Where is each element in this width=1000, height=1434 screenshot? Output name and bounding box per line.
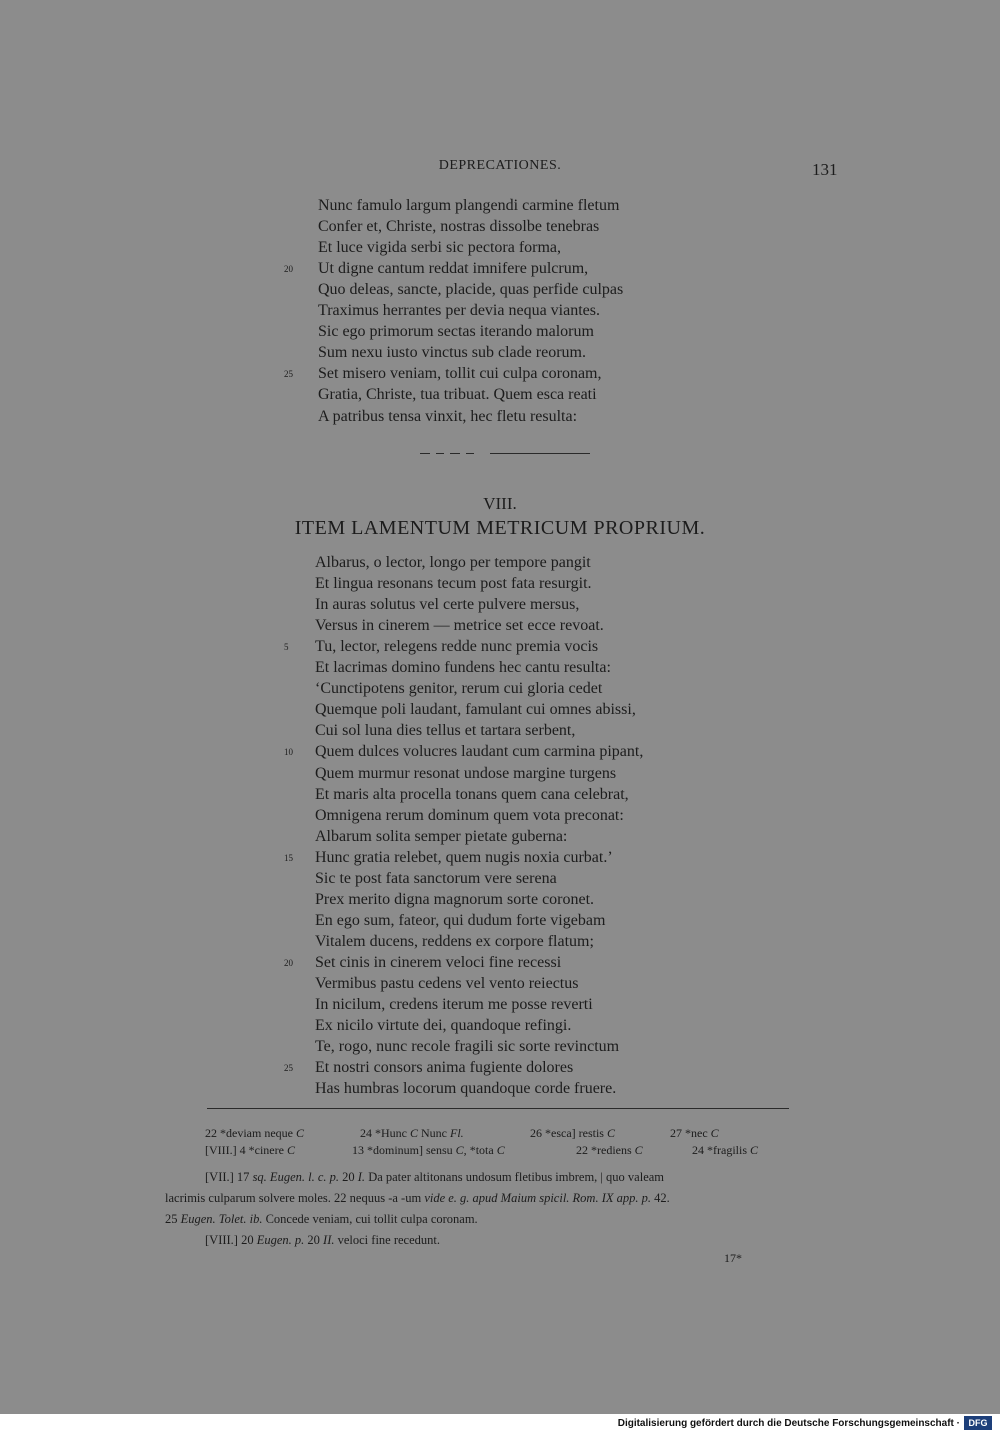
verse-line <box>0 342 1000 363</box>
verse-line <box>0 615 1000 636</box>
apparatus-entry: 27 *nec C <box>670 1126 719 1140</box>
verse-line <box>0 805 1000 826</box>
verse-text: Versus in cinerem — metrice set ecce revoat. <box>315 617 604 635</box>
line-number: 15 <box>284 852 293 863</box>
verse-text: Quem murmur resonat undose margine turgens <box>315 764 617 782</box>
verse-text: Quem dulces volucres laudant cum carmina pipant, <box>315 743 644 761</box>
verse-text: Sic te post fata sanctorum vere serena <box>315 869 557 887</box>
verse-text: ‘Cunctipotens genitor, rerum cui gloria cedet <box>315 680 603 698</box>
running-title: DEPRECATIONES. <box>438 158 562 173</box>
apparatus-entry: 26 *esca] restis C <box>530 1126 615 1140</box>
verse-line <box>0 1015 1000 1036</box>
verse-text: Prex merito digna magnorum sorte coronet. <box>315 890 595 908</box>
verse-line <box>0 678 1000 699</box>
verse-text: Omnigena rerum dominum quem vota preconat: <box>315 806 624 824</box>
line-number: 20 <box>284 264 293 275</box>
verse-text: Et lacrimas domino fundens hec cantu resulta: <box>315 659 611 677</box>
apparatus-entry: 24 *fragilis C <box>692 1143 759 1157</box>
verse-line <box>0 195 1000 216</box>
section-title: ITEM LAMENTUM METRICUM PROPRIUM. <box>294 517 706 539</box>
apparatus-entry: 24 *Hunc C Nunc Fl. <box>360 1126 464 1140</box>
section-number: VIII. <box>483 494 517 513</box>
page-number: 131 <box>812 160 838 179</box>
verse-text: Quo deleas, sancte, placide, quas perfide culpas <box>318 281 624 299</box>
verse-text: Et nostri consors anima fugiente dolores <box>315 1059 574 1077</box>
line-number: 10 <box>284 747 293 758</box>
verse-text: Vermibus pastu cedens vel vento reiectus <box>315 975 579 992</box>
source-note-line: 25 Eugen. Tolet. ib. Concede veniam, cui tollit culpa coronam. <box>165 1212 478 1226</box>
verse-line <box>0 741 1000 762</box>
verse-line <box>0 994 1000 1015</box>
verse-text: Nunc famulo largum plangendi carmine fletum <box>318 197 620 214</box>
verse-line <box>0 868 1000 889</box>
verse-text: Has humbras locorum quandoque corde fruere. <box>315 1080 617 1098</box>
funding-notice: Digitalisierung gefördert durch die Deutsche Forschungsgemeinschaft · <box>617 1418 960 1429</box>
verse-line <box>0 973 1000 994</box>
verse-line <box>0 931 1000 952</box>
verse-text: Ex nicilo virtute dei, quandoque refingi. <box>315 1017 572 1035</box>
verse-line <box>0 552 1000 573</box>
verse-line <box>0 763 1000 784</box>
apparatus-divider <box>207 1108 789 1109</box>
verse-line <box>0 279 1000 300</box>
verse-text: En ego sum, fateor, qui dudum forte vigebam <box>315 911 606 929</box>
verse-line <box>0 384 1000 405</box>
section-divider-ornament <box>420 453 590 454</box>
verse-line <box>0 1078 1000 1099</box>
verse-line <box>0 657 1000 678</box>
verse-text: Et maris alta procella tonans quem cana celebrat, <box>315 785 629 803</box>
verse-text: Tu, lector, relegens redde nunc premia vocis <box>315 638 599 656</box>
verse-line <box>0 720 1000 741</box>
line-number: 20 <box>284 957 293 968</box>
verse-line <box>0 258 1000 279</box>
verse-line <box>0 216 1000 237</box>
verse-text: Et lingua resonans tecum post fata resurgit. <box>315 575 592 593</box>
verse-text: Confer et, Christe, nostras dissolbe tenebras <box>318 218 600 236</box>
verse-line <box>0 826 1000 847</box>
verse-text: Traximus herrantes per devia nequa viantes. <box>318 302 600 320</box>
verse-line <box>0 1057 1000 1078</box>
verse-text: Set cinis in cinerem veloci fine recessi <box>315 953 562 971</box>
verse-line <box>0 784 1000 805</box>
verse-line <box>0 594 1000 615</box>
dfg-logo: DFG <box>964 1416 992 1430</box>
verse-line <box>0 636 1000 657</box>
line-number: 5 <box>284 642 289 653</box>
verse-text: In auras solutus vel certe pulvere mersus, <box>315 596 580 614</box>
apparatus-entry: [VIII.] 4 *cinere C <box>205 1143 295 1157</box>
verse-line <box>0 573 1000 594</box>
verse-text: Albarus, o lector, longo per tempore pangit <box>315 554 591 571</box>
verse-text: Quemque poli laudant, famulant cui omnes abissi, <box>315 701 636 719</box>
apparatus-entry: 22 *deviam neque C <box>205 1126 304 1140</box>
verse-text: Sum nexu iusto vinctus sub clade reorum. <box>318 344 586 362</box>
verse-line <box>0 237 1000 258</box>
verse-text: Sic ego primorum sectas iterando malorum <box>318 323 594 341</box>
verse-line <box>0 406 1000 427</box>
verse-text: In nicilum, credens iterum me posse reverti <box>315 996 593 1014</box>
verse-text: Hunc gratia relebet, quem nugis noxia curbat.’ <box>315 848 613 866</box>
verse-text: Albarum solita semper pietate guberna: <box>315 827 568 845</box>
verse-text: A patribus tensa vinxit, hec fletu resulta: <box>318 407 578 425</box>
verse-line <box>0 1036 1000 1057</box>
source-note-line: [VII.] 17 sq. Eugen. l. c. p. 20 I. Da pater altitonans undosum fletibus imbrem, | quo valeam <box>205 1170 665 1184</box>
line-number: 25 <box>284 369 293 380</box>
verse-line <box>0 910 1000 931</box>
source-note-line: lacrimis culparum solvere moles. 22 nequus -a -um vide e. g. apud Maium spicil. Rom. IX app. p. 42. <box>165 1191 670 1205</box>
verse-line <box>0 363 1000 384</box>
verse-text: Ut digne cantum reddat imnifere pulcrum, <box>318 260 589 278</box>
source-note-line: [VIII.] 20 Eugen. p. 20 II. veloci fine recedunt. <box>205 1233 440 1247</box>
verse-line <box>0 699 1000 720</box>
signature-mark: 17* <box>724 1251 742 1265</box>
verse-line <box>0 321 1000 342</box>
verse-line <box>0 847 1000 868</box>
verse-line <box>0 952 1000 973</box>
verse-text: Vitalem ducens, reddens ex corpore flatum; <box>315 932 594 950</box>
verse-text: Cui sol luna dies tellus et tartara serbent, <box>315 722 576 740</box>
verse-text: Et luce vigida serbi sic pectora forma, <box>318 239 562 257</box>
verse-line <box>0 889 1000 910</box>
line-number: 25 <box>284 1063 293 1074</box>
apparatus-entry: 22 *rediens C <box>576 1143 643 1157</box>
apparatus-entry: 13 *dominum] sensu C, *tota C <box>352 1143 505 1157</box>
verse-text: Set misero veniam, tollit cui culpa coronam, <box>318 365 602 383</box>
verse-text: Gratia, Christe, tua tribuat. Quem esca reati <box>318 386 597 404</box>
verse-line <box>0 300 1000 321</box>
verse-text: Te, rogo, nunc recole fragili sic sorte revinctum <box>315 1038 620 1056</box>
